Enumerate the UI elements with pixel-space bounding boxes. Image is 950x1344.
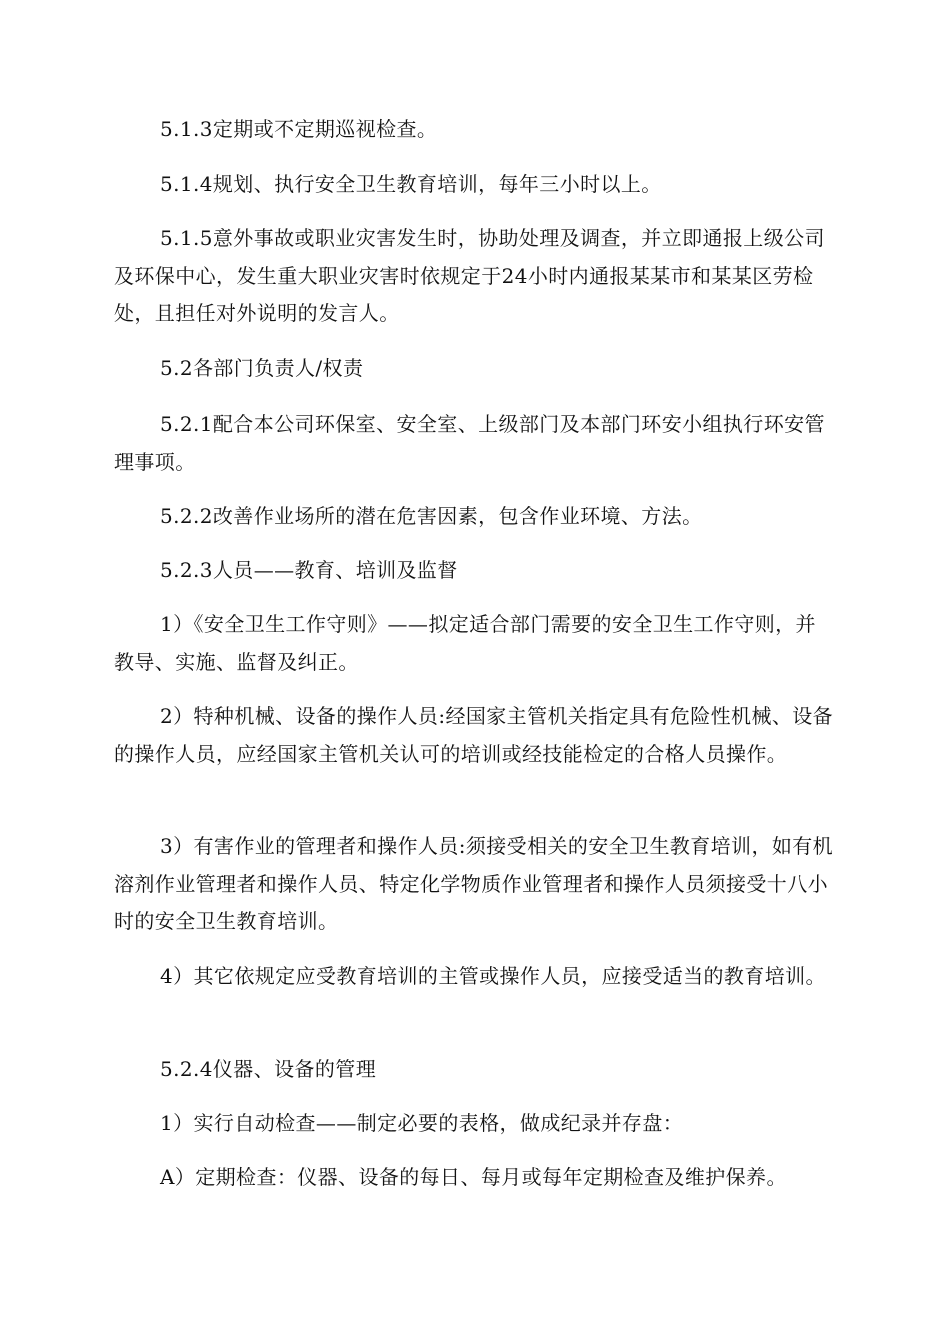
paragraph-5-2-3: 5.2.3人员——教育、培训及监督 bbox=[160, 558, 458, 582]
paragraph-5-2-4: 5.2.4仪器、设备的管理 bbox=[160, 1057, 377, 1081]
paragraph-5-1-4: 5.1.4规划、执行安全卫生教育培训，每年三小时以上。 bbox=[160, 172, 662, 196]
paragraph-5-2-1: 5.2.1配合本公司环保室、安全室、上级部门及本部门环安小组执行环安管理事项。 bbox=[114, 412, 825, 474]
paragraph-item-2-operators: 2）特种机械、设备的操作人员:经国家主管机关指定具有危险性机械、设备的操作人员，应经国家主管机关认可的培训或经技能检定的合格人员操作。 bbox=[114, 704, 834, 766]
paragraph-item-1-self-check: 1）实行自动检查——制定必要的表格，做成纪录并存盘： bbox=[160, 1111, 684, 1135]
paragraph-item-1-rules: 1）《安全卫生工作守则》——拟定适合部门需要的安全卫生工作守则，并教导、实施、监督及纠正。 bbox=[114, 612, 816, 674]
paragraph-5-1-3: 5.1.3定期或不定期巡视检查。 bbox=[160, 117, 438, 141]
paragraph-item-a-periodic: A）定期检查：仪器、设备的每日、每月或每年定期检查及维护保养。 bbox=[160, 1165, 787, 1189]
paragraph-5-2: 5.2各部门负责人/权责 bbox=[160, 356, 364, 380]
paragraph-item-3-hazardous: 3）有害作业的管理者和操作人员:须接受相关的安全卫生教育培训，如有机溶剂作业管理者和操作人员、特定化学物质作业管理者和操作人员须接受十八小时的安全卫生教育培训。 bbox=[114, 834, 834, 933]
paragraph-5-2-2: 5.2.2改善作业场所的潜在危害因素，包含作业环境、方法。 bbox=[160, 504, 703, 528]
paragraph-5-1-5: 5.1.5意外事故或职业灾害发生时，协助处理及调查，并立即通报上级公司及环保中心，发生重大职业灾害时依规定于24小时内通报某某市和某某区劳检处，且担任对外说明的发言人。 bbox=[114, 226, 825, 325]
paragraph-item-4-other: 4）其它依规定应受教育培训的主管或操作人员，应接受适当的教育培训。 bbox=[160, 964, 826, 988]
